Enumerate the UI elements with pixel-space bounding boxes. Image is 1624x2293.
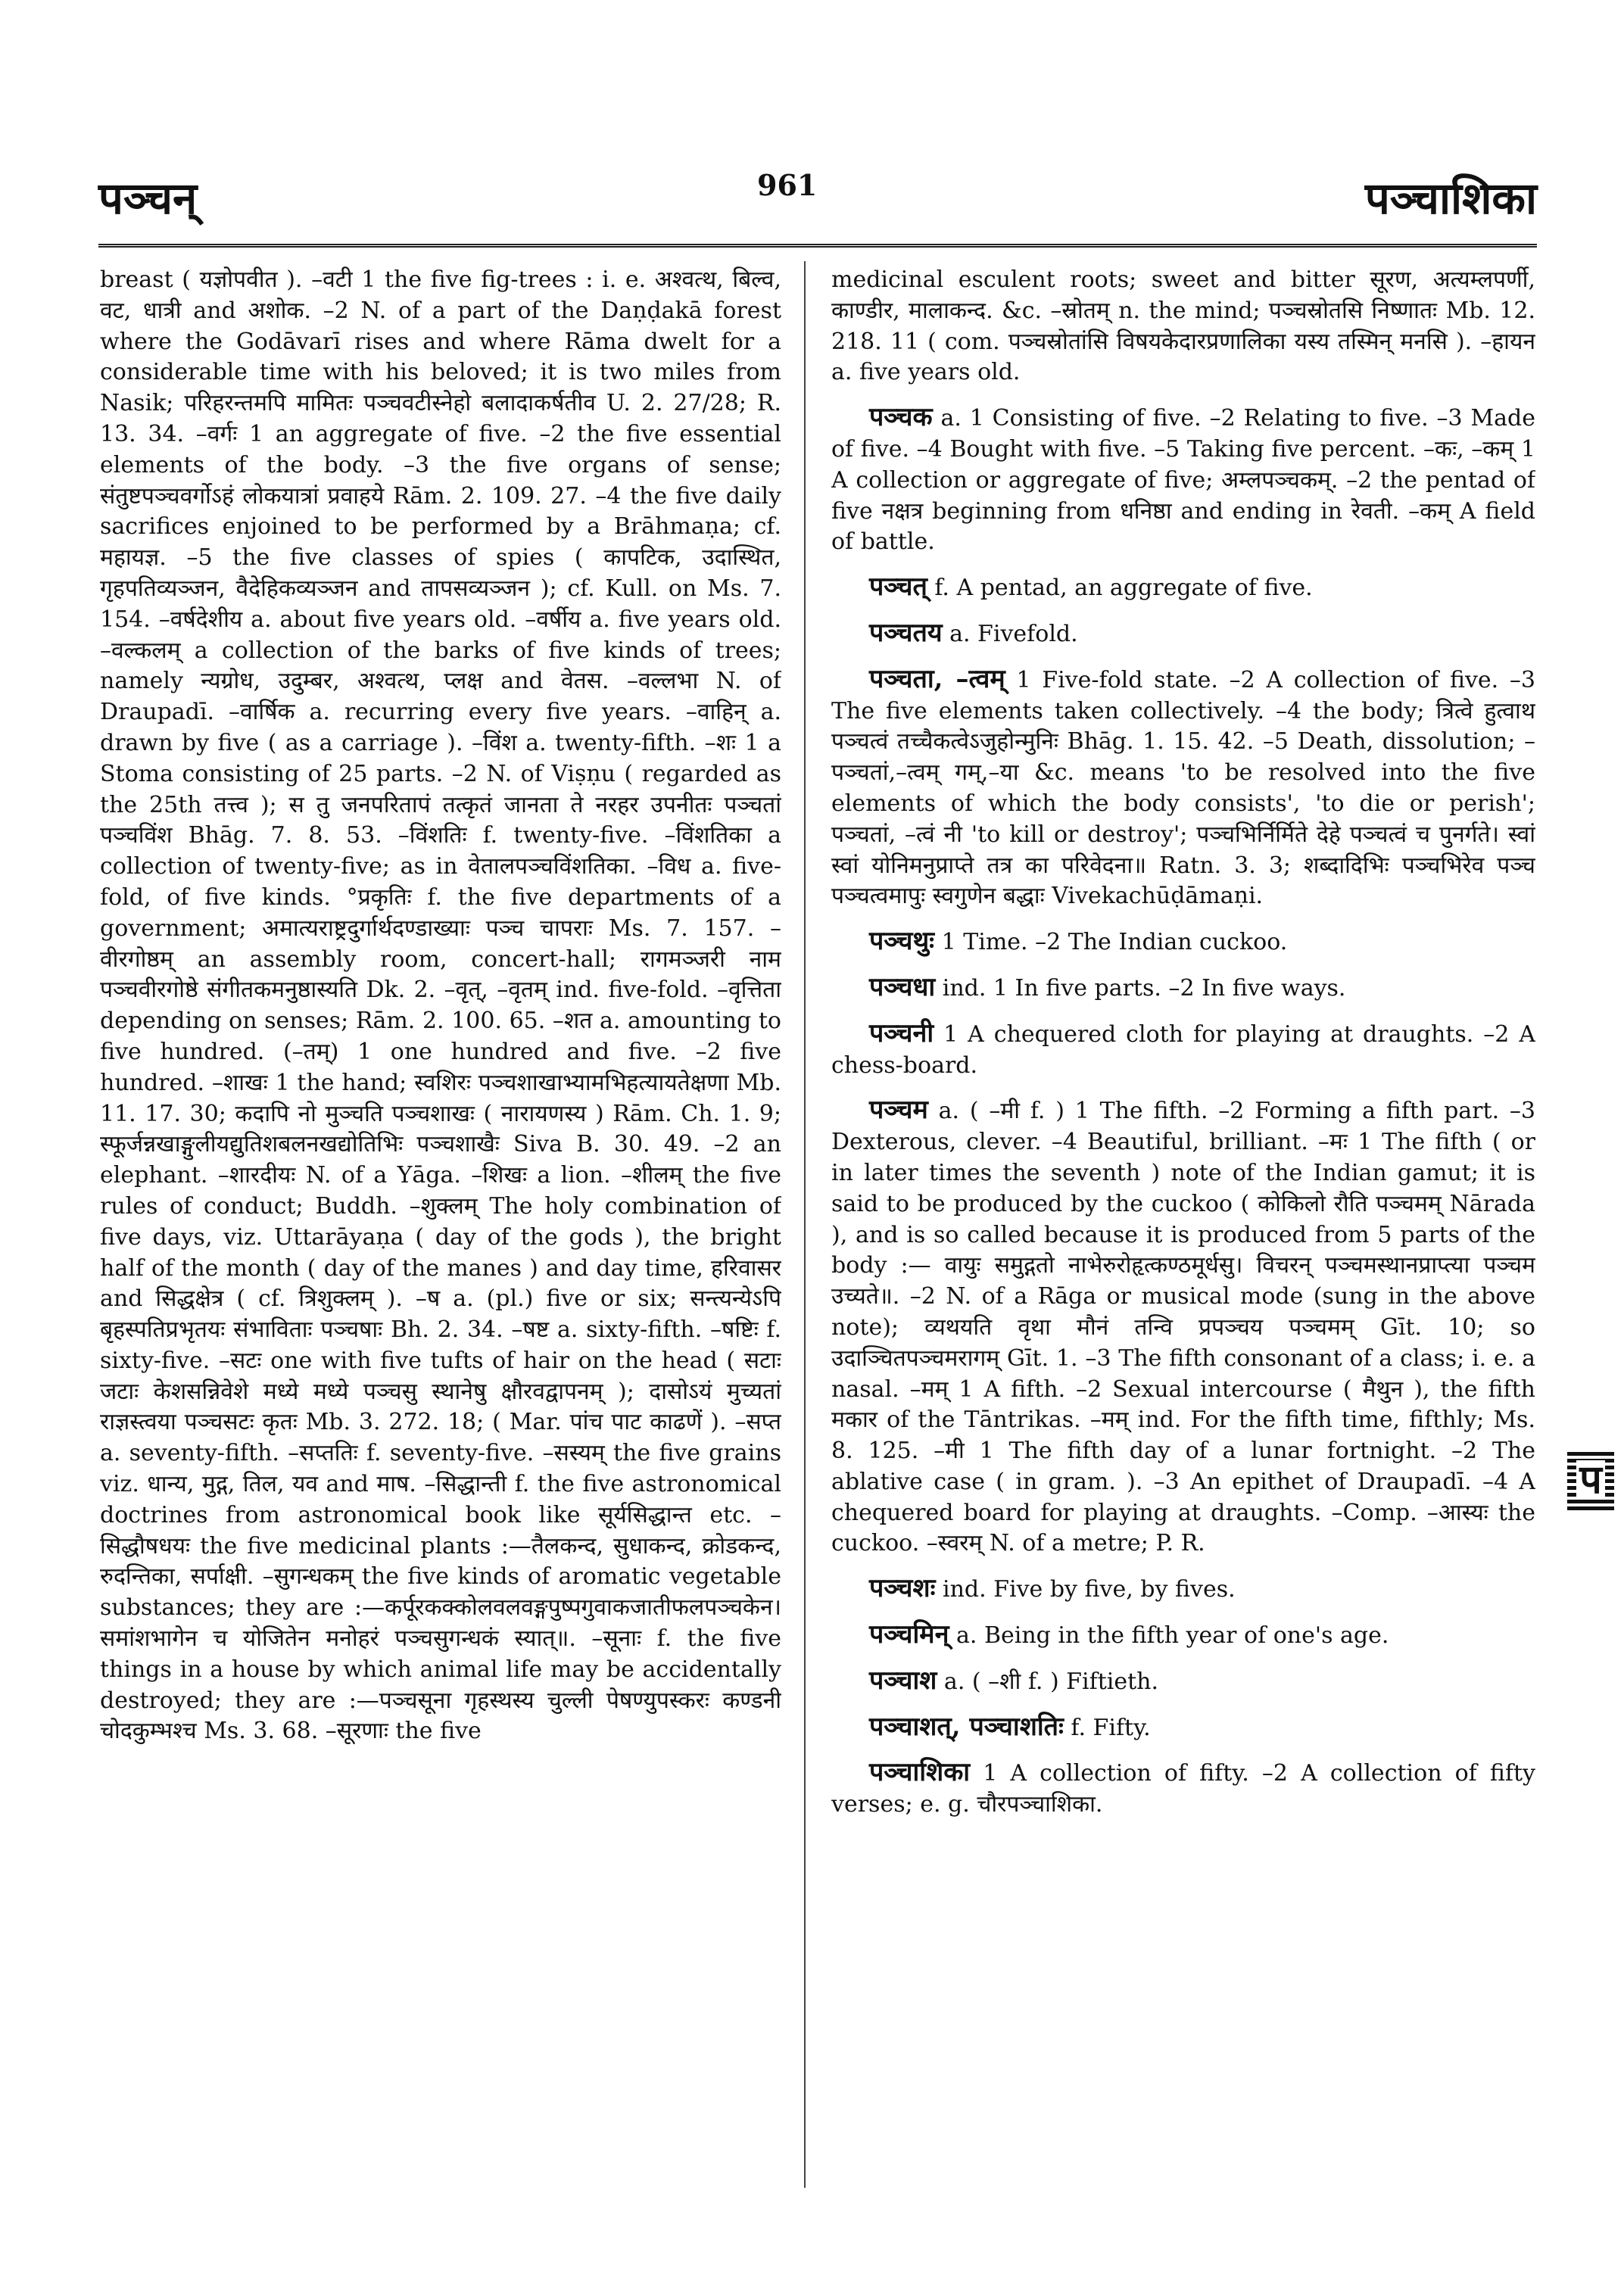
entry-definition: 1 Time. –2 The Indian cuckoo.: [934, 929, 1288, 956]
entry-definition: f. A pentad, an aggregate of five.: [927, 575, 1313, 602]
entry-headword: पञ्चशः: [869, 1573, 936, 1604]
dictionary-entry: [831, 1095, 1535, 1559]
thumb-index-letter: प: [1576, 1460, 1605, 1500]
entry-headword: पञ्चाशत्, पञ्चाशतिः: [869, 1711, 1064, 1742]
page-number: 961: [757, 168, 818, 202]
entry-headword: पञ्चथुः: [869, 926, 935, 957]
left-column: [100, 265, 781, 2203]
dictionary-entry: [831, 402, 1535, 558]
entry-headword: पञ्चाश: [869, 1665, 937, 1696]
right-column: [831, 265, 1535, 2203]
dictionary-entry: [831, 972, 1535, 1005]
entry-definition: a. Being in the fifth year of one's age.: [949, 1622, 1389, 1650]
entry-headword: पञ्चाशिका: [869, 1757, 971, 1788]
page-header: [98, 151, 1537, 235]
dictionary-entry: [831, 1018, 1535, 1082]
header-right-word: पञ्चाशिका: [1364, 173, 1537, 224]
dictionary-entry: [831, 664, 1535, 912]
entry-definition: 1 A chequered cloth for playing at draughts. –2 A chess-board.: [831, 1020, 1535, 1079]
dictionary-entry: [831, 1757, 1535, 1821]
dictionary-entry: [831, 1619, 1535, 1652]
entry-headword: पञ्चत्: [869, 572, 927, 603]
entry-definition: 1 A collection of fifty. –2 A collection of fifty verses; e. g. चौरपञ्चाशिका.: [831, 1760, 1535, 1818]
entry-headword: पञ्चमिन्: [869, 1619, 949, 1650]
thumb-index-tab: [1567, 1450, 1614, 1510]
column-divider: [804, 261, 806, 2188]
entry-definition: a. 1 Consisting of five. –2 Relating to five. –3 Made of five. –4 Bought with five. –5 Taking five percent. –कः, –कम् 1 A collection or aggregate of five; अम्लपञ्चकम्. –2 the pentad of five नक्षत्र beginning from धनिष्ठा and ending in रेवती. –कम् A field of battle.: [831, 405, 1535, 556]
dictionary-entry: [831, 265, 1535, 388]
dictionary-entry: [831, 618, 1535, 650]
entry-headword: पञ्चता, –त्वम्: [869, 663, 1005, 694]
entry-headword: पञ्चक: [869, 402, 933, 433]
entry-headword: पञ्चधा: [869, 971, 936, 1002]
entry-definition: 1 Five-fold state. –2 A collection of five. –3 The five elements taken collectively. –4 the body; त्रित्वे हुत्वाथ पञ्चत्वं तच्चैकत्वेऽजुहोन्मुनिः Bhāg. 1. 15. 42. –5 Death, dissolution; –पञ्चतां,–त्वम् गम्,–या &c. means 'to be resolved into the five elements of which the body consists', 'to die or perish'; पञ्चतां, –त्वं नी 'to kill or destroy'; पञ्चभिर्निर्मिते देहे पञ्चत्वं च पुनर्गते। स्वां स्वां योनिमनुप्राप्ते तत्र का परिवेदना॥ Ratn. 3. 3; शब्दादिभिः पञ्चभिरेव पञ्च पञ्चत्वमापुः स्वगुणेन बद्धाः Vivekachūḍāmaṇi.: [831, 666, 1535, 910]
dictionary-entry: [831, 1573, 1535, 1606]
header-left-word: पञ्चन्: [98, 173, 198, 224]
dictionary-entry: [831, 1665, 1535, 1698]
entry-definition: f. Fifty.: [1063, 1714, 1151, 1741]
entry-definition: medicinal esculent roots; sweet and bitter सूरण, अत्यम्लपर्णी, काण्डीर, मालाकन्द. &c. –स्रोतम् n. the mind; पञ्चस्रोतसि निष्णातः Mb. 12. 218. 11 ( com. पञ्चस्रोतांसि विषयकेदारप्रणालिका यस्य तस्मिन् मनसि ). –हायन a. five years old.: [831, 266, 1535, 386]
entry-definition: ind. 1 In five parts. –2 In five ways.: [935, 974, 1346, 1002]
entry-headword: पञ्चम: [869, 1095, 928, 1126]
left-column-text: breast ( यज्ञोपवीत ). –वटी 1 the five fig-trees : i. e. अश्वत्थ, बिल्व, वट, धात्री and अशोक. –2 N. of a part of the Daṇḍakā forest where the Godāvarī rises and where Rāma dwelt for a considerable time with his beloved; it is two miles from Nasik; परिहरन्तमपि मामितः पञ्चवटीस्नेहो बलादाकर्षतीव U. 2. 27/28; R. 13. 34. –वर्गः 1 an aggregate of five. –2 the five essential elements of the body. –3 the five organs of sense; संतुष्टपञ्चवर्गोऽहं लोकयात्रां प्रवाहये Rām. 2. 109. 27. –4 the five daily sacrifices enjoined to be performed by a Brāhmaṇa; cf. महायज्ञ. –5 the five classes of spies ( कापटिक, उदास्थित, गृहपतिव्यञ्जन, वैदेहिकव्यञ्जन and तापसव्यञ्जन ); cf. Kull. on Ms. 7. 154. –वर्षदेशीय a. about five years old. –वर्षीय a. five years old. –वल्कलम् a collection of the barks of five kinds of trees; namely न्यग्रोध, उदुम्बर, अश्वत्थ, प्लक्ष and वेतस. –वल्लभा N. of Draupadī. –वार्षिक a. recurring every five years. –वाहिन् a. drawn by five ( as a carriage ). –विंश a. twenty-fifth. –शः 1 a Stoma consisting of 25 parts. –2 N. of Viṣṇu ( regarded as the 25th तत्त्व ); स तु जनपरितापं तत्कृतं जानता ते नरहर उपनीतः पञ्चतां पञ्चविंश Bhāg. 7. 8. 53. –विंशतिः f. twenty-five. –विंशतिका a collection of twenty-five; as in वेतालपञ्चविंशतिका. –विध a. five-fold, of five kinds. °प्रकृतिः f. the five departments of a government; अमात्यराष्ट्रदुर्गार्थदण्डाख्याः पञ्च चापराः Ms. 7. 157. –वीरगोष्ठम् an assembly room, concert-hall; रागमञ्जरी नाम पञ्चवीरगोष्ठे संगीतकमनुष्ठास्यति Dk. 2. –वृत्, –वृतम् ind. five-fold. –वृत्तिता depending on senses; Rām. 2. 100. 65. –शत a. amounting to five hundred. (–तम्) 1 one hundred and five. –2 five hundred. –शाखः 1 the hand; स्वशिरः पञ्चशाखाभ्यामभिहत्यायतेक्षणा Mb. 11. 17. 30; कदापि नो मुञ्चति पञ्चशाखः ( नारायणस्य ) Rām. Ch. 1. 9; स्फूर्जन्नखाङ्गुलीयद्युतिशबलनखद्योतिभिः पञ्चशाखैः Siva B. 30. 49. –2 an elephant. –शारदीयः N. of a Yāga. –शिखः a lion. –शीलम् the five rules of conduct; Buddh. –शुक्लम् The holy combination of five days, viz. Uttarāyaṇa ( day of the gods ), the bright half of the month ( day of the manes ) and day time, हरिवासर and सिद्धक्षेत्र ( cf. त्रिशुक्लम् ). –ष a. (pl.) five or six; सन्त्यन्येऽपि बृहस्पतिप्रभृतयः संभाविताः पञ्चषाः Bh. 2. 34. –षष्ट a. sixty-fifth. –षष्टिः f. sixty-five. –सटः one with five tufts of hair on the head ( सटाः जटाः केशसन्निवेशे मध्ये मध्ये पञ्चसु स्थानेषु क्षौरवद्वापनम् ); दासोऽयं मुच्यतां राज्ञस्त्वया पञ्चसटः कृतः Mb. 3. 272. 18; ( Mar. पांच पाट काढणें ). –सप्त a. seventy-fifth. –सप्ततिः f. seventy-five. –सस्यम् the five grains viz. धान्य, मुद्ग, तिल, यव and माष. –सिद्धान्ती f. the five astronomical doctrines from astronomical book like सूर्यसिद्धान्त etc. –सिद्धौषधयः the five medicinal plants :—तैलकन्द, सुधाकन्द, क्रोडकन्द, रुदन्तिका, सर्पाक्षी. –सुगन्धकम् the five kinds of aromatic vegetable substances; they are :—कर्पूरकक्कोलवलवङ्गपुष्पगुवाकजातीफलपञ्चकेन। समांशभागेन च योजितेन मनोहरं पञ्चसुगन्धकं स्यात्॥. –सूनाः f. the five things in a house by which animal life may be accidentally destroyed; they are :—पञ्चसूना गृहस्थस्य चुल्ली पेषण्युपस्करः कण्डनी चोदकुम्भश्च Ms. 3. 68. –सूरणाः the five: [100, 266, 781, 1745]
dictionary-entry: [831, 572, 1535, 604]
entry-headword: पञ्चनी: [869, 1017, 934, 1048]
dictionary-entry: [831, 1712, 1535, 1744]
entry-definition: a. ( –शी f. ) Fiftieth.: [937, 1668, 1159, 1695]
header-rule: [98, 244, 1537, 248]
entry-headword: पञ्चतय: [869, 617, 943, 648]
entry-definition: a. ( –मी f. ) 1 The fifth. –2 Forming a fifth part. –3 Dexterous, clever. –4 Beautiful, brilliant. –मः 1 The fifth ( or in later times the seventh ) note of the Indian gamut; it is said to be produced by the cuckoo ( कोकिलो रौति पञ्चमम् Nārada ), and is so called because it is produced from 5 parts of the body :— वायुः समुद्गतो नाभेरुरोहृत्कण्ठमूर्धसु। विचरन् पञ्चमस्थानप्राप्त्या पञ्चम उच्यते॥. –2 N. of a Rāga or musical mode (sung in the above note); व्यथयति वृथा मौनं तन्वि प्रपञ्चय पञ्चमम् Gīt. 10; so उदाञ्चितपञ्चमरागम् Gīt. 1. –3 The fifth consonant of a class; i. e. a nasal. –मम् 1 A fifth. –2 Sexual intercourse ( मैथुन ), the fifth मकार of the Tāntrikas. –मम् ind. For the fifth time, fifthly; Ms. 8. 125. –मी 1 The fifth day of a lunar fortnight. –2 The ablative case ( in gram. ). –3 An epithet of Draupadī. –4 A chequered board for playing at draughts. –Comp. –आस्यः the cuckoo. –स्वरम् N. of a metre; P. R.: [831, 1098, 1535, 1557]
entry-definition: a. Fivefold.: [942, 620, 1078, 647]
entry-definition: ind. Five by five, by fives.: [935, 1576, 1236, 1603]
dictionary-entry: [831, 926, 1535, 958]
